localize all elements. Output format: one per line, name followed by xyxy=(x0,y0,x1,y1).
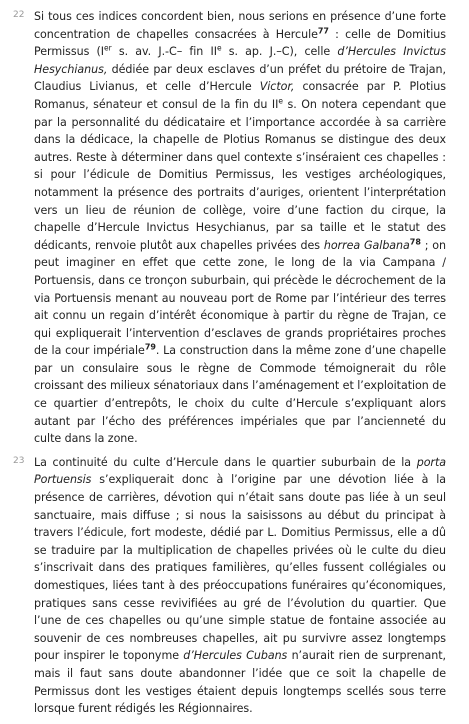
text-run: . La construction dans la même zone d’une chapelle par un consulaire sous le règne de Commode témoignerait du rôle croissant des milieux sénatoriaux dans l’aménagement et l’exploitation de ce quartier d’entrepôts, le choix du culte d’Hercule s’expliquant alors autant par l’écho des préférences impériales que par l’ancienneté du culte dans la zone. xyxy=(34,344,446,446)
text-run: dédiée par deux esclaves d’un préfet du prétoire de Trajan, Claudius Livianus, et celle d’Hercule xyxy=(34,62,446,94)
text-run: s. ap. J.–C), celle xyxy=(221,45,338,59)
text-run: consacrée par P. Plotius Romanus, sénateur et consul de la fin du II xyxy=(34,80,446,111)
paragraph-text xyxy=(34,454,446,718)
text-run: s. On notera cependant que par la personnalité du dédicataire et l’importance accordée à sa carrière dans la dédicace, la chapelle de Plotius Romanus se distingue des deux autres. Reste à déterminer dans quel contexte s’inséraient ces chapelles : si pour l’édicule de Domitius Permissus, les vestiges archéologiques, notamment la présence des portraits d’auriges, orientent l’interprétation vers un lieu de réunion de collège, voire d’une faction du cirque, la chapelle d’Hercule Invictus Hesychianus, par sa taille et le statut des dédicants, renvoie plutôt aux chapelles privées des xyxy=(34,97,446,252)
ordinal-superscript: e xyxy=(216,43,222,53)
text-run: n’aurait rien de surprenant, mais il faut sans doute abandonner l’idée que ce soit la chapelle de Permissus dont les vestiges étaient depuis longtemps scellés sous terre lorsque furent rédigés les Régionnaires. xyxy=(34,649,446,716)
paragraph-text xyxy=(34,8,446,448)
italic-term: horrea Galbana xyxy=(323,238,410,252)
text-run: : celle de Domitius Permissus (I xyxy=(34,27,446,59)
footnote-ref[interactable]: 77 xyxy=(317,25,329,35)
text-run: Si tous ces indices concordent bien, nous serions en présence d’une forte concentration de chapelles consacrées à Hercule xyxy=(34,10,446,41)
footnote-ref[interactable]: 79 xyxy=(144,342,156,352)
footnote-ref[interactable]: 78 xyxy=(409,237,421,247)
article-body xyxy=(0,8,452,724)
text-run: La continuité du culte d’Hercule dans le quartier suburbain de la xyxy=(34,455,417,469)
paragraph xyxy=(0,454,452,718)
ordinal-superscript: er xyxy=(104,43,112,53)
text-run: ; on peut imaginer en effet que cette zone, le long de la via Campana / Portuensis, dans ce tronçon suburbain, qui précède le décrochement de la via Portuensis menant au nouveau port de Rome par l’intérieur des terres ait connu un regain d’intérêt économique à partir du règne de Trajan, ce qui expliquerait l’intervention d’esclaves de grands propriétaires proches de la cour impériale xyxy=(34,238,447,358)
paragraph-number: 22 xyxy=(13,10,25,20)
paragraph-number: 23 xyxy=(13,455,25,466)
ordinal-superscript: e xyxy=(278,96,283,106)
italic-term: d’Hercules Invictus Hesychianus, xyxy=(34,45,447,76)
italic-term: d’Hercules Cubans xyxy=(183,649,288,663)
italic-term: porta Portuensis xyxy=(34,455,446,487)
text-run: s’expliquerait donc à l’origine par une dévotion liée à la présence de carrières, dévotion qui n’était sans doute pas liée à un seul sanctuaire, mais diffuse ; si nous la saisissons au début du principat à travers l’édicule, fort modeste, dédié par L. Domitius Permissus, elle a dû se traduire par la multiplication de chapelles privées où le culte du dieu s’inscrivait dans des pratiques familières, qu’elles fussent collégiales ou domestiques, liées tant à des préoccupations funéraires qu’économiques, pratiques sans cesse revivifiées au gré de l’évolution du quartier. Que l’une de ces chapelles ou qu’une simple statue de fontaine associée au souvenir de ces nombreuses chapelles, ait pu survivre assez longtemps pour inspirer le toponyme xyxy=(34,473,446,663)
italic-term: Victor, xyxy=(259,80,295,94)
text-run: s. av. J.-C– fin II xyxy=(111,45,217,59)
paragraph xyxy=(0,8,452,448)
